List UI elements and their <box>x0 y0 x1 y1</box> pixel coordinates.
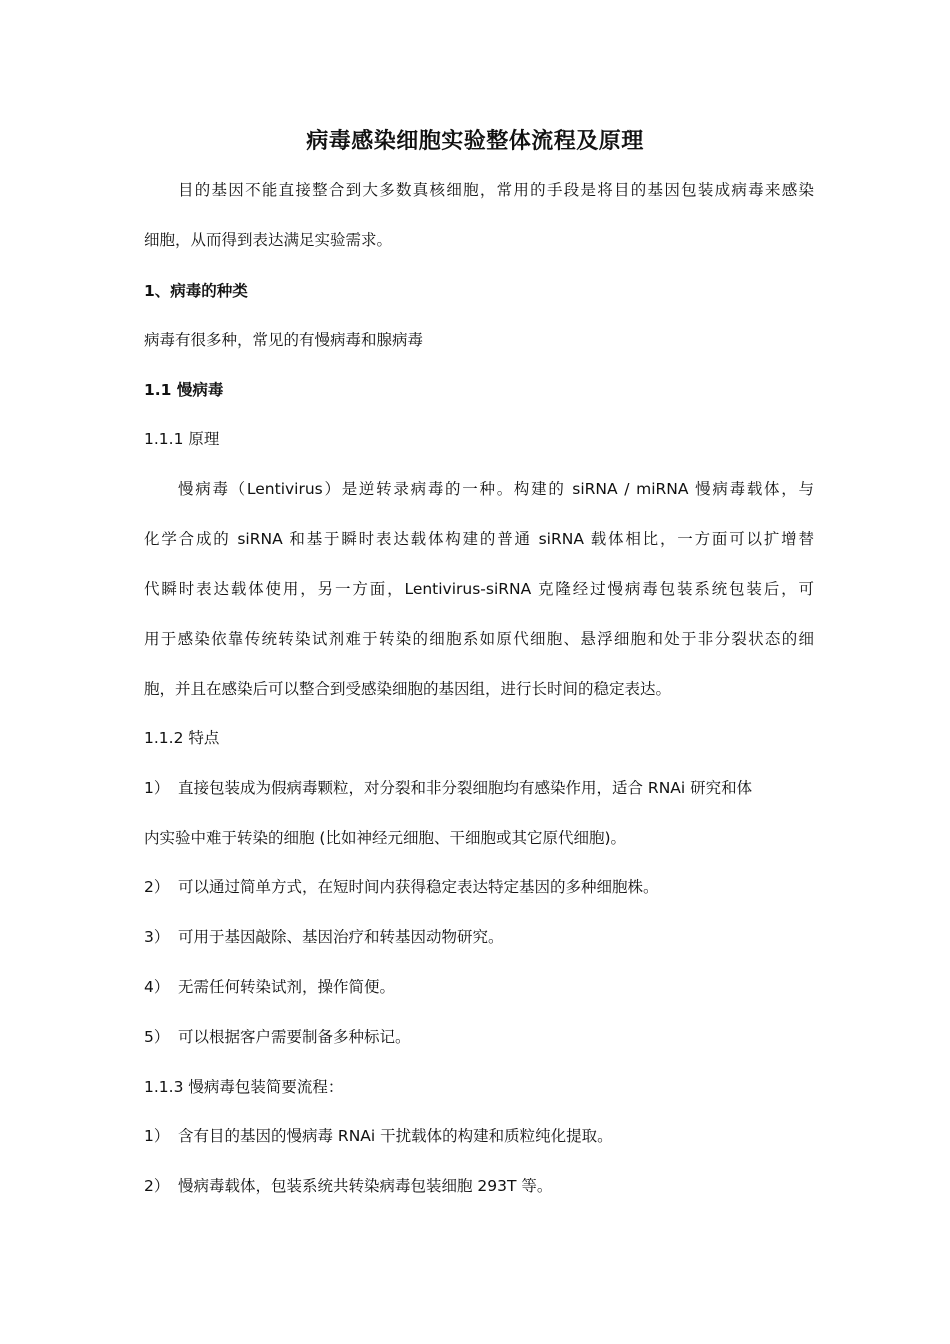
subsection-heading-features: 1.1.2 特点 <box>144 729 220 747</box>
feature-item-1 <box>144 776 814 800</box>
feature-item-4 <box>144 975 814 999</box>
feature-item-5 <box>144 1025 814 1049</box>
list-text: 可以根据客户需要制备多种标记。 <box>178 1028 411 1046</box>
list-number: 5） <box>144 1028 170 1046</box>
feature-item-2 <box>144 875 814 899</box>
page-title: 病毒感染细胞实验整体流程及原理 <box>306 129 644 154</box>
section-heading-1: 1、病毒的种类 <box>144 282 248 300</box>
feature-item-1-continued: 内实验中难于转染的细胞 (比如神经元细胞、干细胞或其它原代细胞)。 <box>144 829 627 847</box>
list-number: 3） <box>144 928 170 946</box>
principle-line-4: 用于感染依靠传统转染试剂难于转染的细胞系如原代细胞、悬浮细胞和处于非分裂状态的细 <box>144 630 814 648</box>
principle-line-3: 代瞬时表达载体使用，另一方面，Lentivirus-siRNA 克隆经过慢病毒包装系统包装后，可 <box>144 580 814 598</box>
step-item-2 <box>144 1174 814 1198</box>
list-text: 无需任何转染试剂，操作简便。 <box>178 978 396 996</box>
list-text: 直接包装成为假病毒颗粒，对分裂和非分裂细胞均有感染作用，适合 RNAi 研究和体 <box>178 779 753 797</box>
principle-line-2: 化学合成的 siRNA 和基于瞬时表达载体构建的普通 siRNA 载体相比，一方面可以扩增替 <box>144 530 814 548</box>
list-number: 2） <box>144 878 170 896</box>
list-text: 含有目的基因的慢病毒 RNAi 干扰载体的构建和质粒纯化提取。 <box>178 1127 613 1145</box>
list-text: 可以通过简单方式，在短时间内获得稳定表达特定基因的多种细胞株。 <box>178 878 659 896</box>
principle-line-1: 慢病毒（Lentivirus）是逆转录病毒的一种。构建的 siRNA / miRNA 慢病毒载体，与 <box>178 480 814 498</box>
subsection-heading-principle: 1.1.1 原理 <box>144 430 220 448</box>
intro-line-1: 目的基因不能直接整合到大多数真核细胞，常用的手段是将目的基因包装成病毒来感染 <box>178 181 814 199</box>
list-number: 1） <box>144 1127 170 1145</box>
subsection-heading-packaging: 1.1.3 慢病毒包装简要流程： <box>144 1078 344 1096</box>
list-number: 1） <box>144 779 170 797</box>
feature-item-3 <box>144 925 814 949</box>
principle-line-5: 胞，并且在感染后可以整合到受感染细胞的基因组，进行长时间的稳定表达。 <box>144 680 672 698</box>
section-heading-1-1: 1.1 慢病毒 <box>144 381 224 399</box>
list-text: 慢病毒载体，包装系统共转染病毒包装细胞 293T 等。 <box>178 1177 553 1195</box>
list-text: 可用于基因敲除、基因治疗和转基因动物研究。 <box>178 928 504 946</box>
intro-line-2: 细胞，从而得到表达满足实验需求。 <box>144 231 393 249</box>
step-item-1 <box>144 1124 814 1148</box>
section1-text: 病毒有很多种，常见的有慢病毒和腺病毒 <box>144 331 424 349</box>
list-number: 4） <box>144 978 170 996</box>
list-number: 2） <box>144 1177 170 1195</box>
